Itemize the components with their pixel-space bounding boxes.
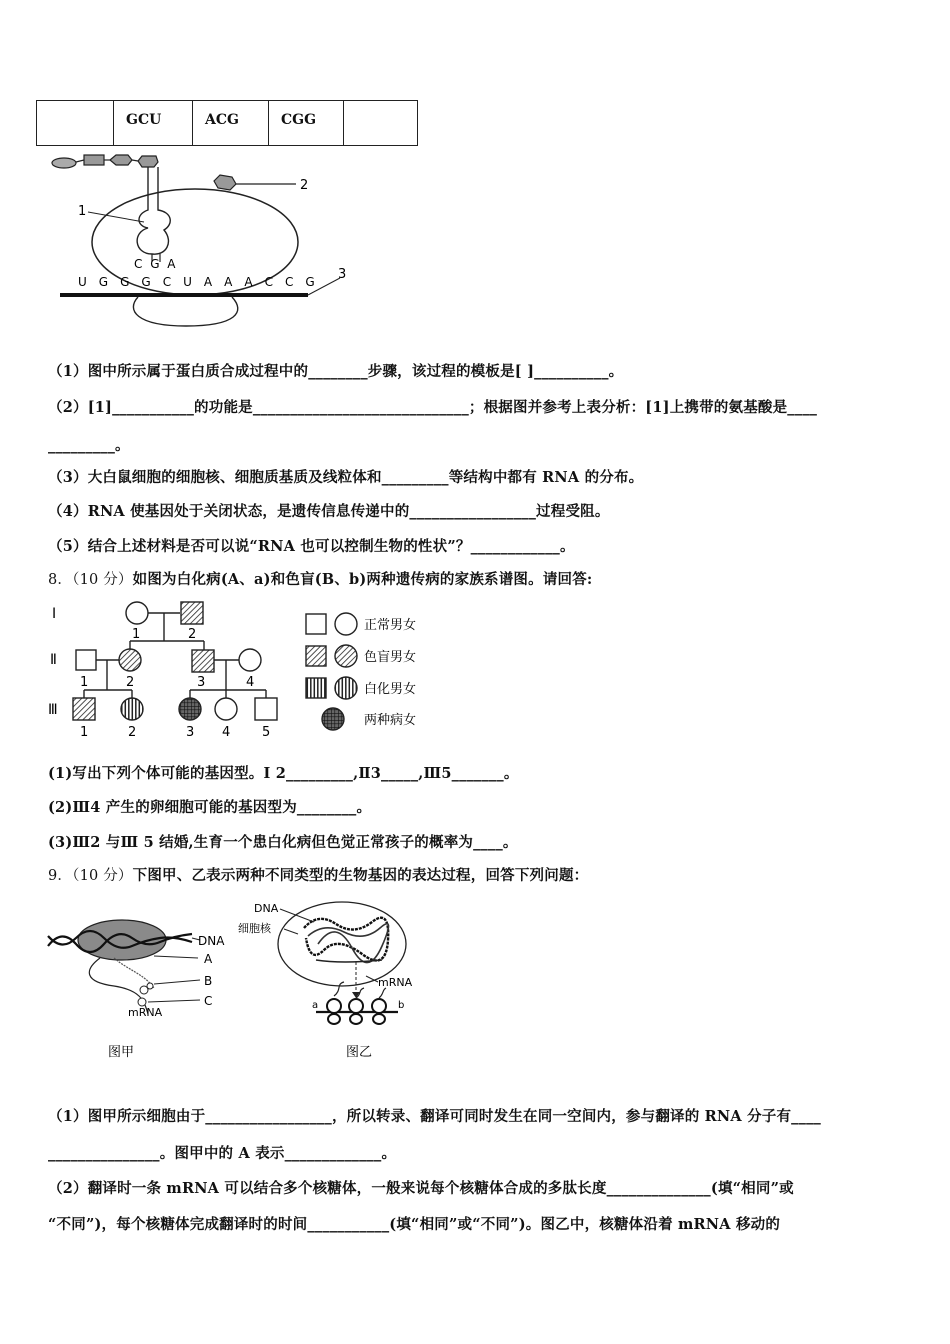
codon-table (36, 100, 418, 146)
label-3: 3 (338, 267, 347, 282)
q9-number: 9．（10 分） (48, 868, 133, 884)
label-2: 2 (300, 178, 309, 193)
fig-jia-dna-label: DNA (198, 934, 225, 948)
fig-yi-dna-label: DNA (254, 902, 279, 915)
legend-label: 白化男女 (364, 682, 417, 697)
legend-male-colorblind (306, 646, 326, 666)
pedigree-male-colorblind (181, 602, 203, 624)
pedigree-number: 4 (222, 725, 231, 740)
pedigree-number: 1 (132, 627, 141, 642)
q8-part2: (2)Ⅲ4 产生的卵细胞可能的基因型为________。 (48, 799, 372, 816)
fig-yi-caption: 图乙 (346, 1045, 373, 1060)
q9-part2b: “不同”)，每个核糖体完成翻译时的时间___________(填“相同”或“不同”)。图乙中，核糖体沿着 mRNA 移动的 (48, 1216, 781, 1233)
translation-diagram (40, 150, 370, 330)
trna-shape (137, 198, 170, 254)
legend-female-albino (335, 677, 357, 699)
pedigree-male-colorblind (73, 698, 95, 720)
table-cell (344, 101, 418, 146)
generation-label: Ⅰ (52, 606, 57, 622)
q7-part2b: _________。 (48, 437, 130, 454)
pedigree-number: 1 (80, 675, 89, 690)
fig-yi-mrna-label: mRNA (378, 976, 413, 989)
amino-acid-shape (138, 156, 158, 167)
legend-label: 正常男女 (364, 618, 417, 633)
table-cell: GCU (114, 101, 193, 146)
figure-jia (44, 908, 244, 1064)
legend-female-colorblind (335, 645, 357, 667)
table-cell: CGG (269, 101, 344, 146)
anticodon-text: C G A (134, 257, 178, 271)
q9-part1a: （1）图甲所示细胞由于_________________，所以转录、翻译可同时发生在同一空间内，参与翻译的 RNA 分子有____ (48, 1108, 821, 1125)
q9-part2a: （2）翻译时一条 mRNA 可以结合多个核糖体，一般来说每个核糖体合成的多肽长度______________(填“相同”或 (48, 1180, 794, 1197)
pedigree-female-normal (215, 698, 237, 720)
free-amino-acid (214, 175, 236, 190)
pedigree-male-normal (76, 650, 96, 670)
pedigree-number: 5 (262, 725, 271, 740)
legend-male-normal (306, 614, 326, 634)
figure-yi (232, 898, 432, 1064)
q7-part4: （4）RNA 使基因处于关闭状态，是遗传信息传递中的_________________过程受阻。 (48, 503, 610, 520)
fig-jia-b-label: B (204, 974, 213, 988)
amino-acid-shape (52, 158, 76, 168)
q9-part1b: _______________。图甲中的 A 表示_____________。 (48, 1145, 397, 1162)
table-row (37, 101, 418, 146)
label-1: 1 (78, 204, 87, 219)
pedigree-female-normal (239, 649, 261, 671)
pedigree-male-normal (255, 698, 277, 720)
pedigree-number: 4 (246, 675, 255, 690)
pedigree-female-colorblind (119, 649, 141, 671)
mrna-sequence: U G G G C U A A A C C G (78, 275, 319, 289)
generation-label: Ⅲ (48, 702, 58, 718)
legend-male-albino (306, 678, 326, 698)
q8-part3: (3)Ⅲ2 与Ⅲ 5 结婚,生育一个患白化病但色觉正常孩子的概率为____。 (48, 834, 518, 851)
q9-stem-text: 下图甲、乙表示两种不同类型的生物基因的表达过程，回答下列问题： (132, 867, 589, 884)
pedigree-number: 1 (80, 725, 89, 740)
pedigree-number: 2 (188, 627, 197, 642)
fig-jia-caption: 图甲 (108, 1045, 135, 1060)
pedigree-number: 2 (128, 725, 137, 740)
legend-female-both-diseases (322, 708, 344, 730)
fig-yi-b-label: b (398, 1000, 405, 1011)
fig-jia-c-label: C (204, 994, 213, 1008)
fig-jia-a-label: A (204, 952, 213, 966)
fig-yi-a-label: a (312, 1000, 319, 1011)
pedigree-chart (44, 594, 444, 744)
q8-number: 8．（10 分） (48, 572, 133, 588)
pedigree-number: 3 (186, 725, 195, 740)
legend-female-normal (335, 613, 357, 635)
amino-acid-shape (84, 155, 104, 165)
q8-part1: (1)写出下列个体可能的基因型。Ⅰ 2_________,Ⅱ3_____,Ⅲ5_______。 (48, 765, 519, 782)
pedigree-number: 2 (126, 675, 135, 690)
legend-label: 两种病女 (364, 713, 417, 728)
q7-part5: （5）结合上述材料是否可以说“RNA 也可以控制生物的性状”？____________。 (48, 538, 575, 555)
fig-yi-nucleus-label: 细胞核 (238, 922, 271, 935)
q7-part2a: （2）[1]___________的功能是_____________________________；根据图并参考上表分析：[1]上携带的氨基酸是____ (48, 399, 818, 416)
pedigree-female-normal (126, 602, 148, 624)
generation-label: Ⅱ (50, 652, 57, 668)
q8-stem-text: 如图为白化病(A、a)和色盲(B、b)两种遗传病的家族系谱图。请回答: (132, 571, 593, 588)
pedigree-female-albino (121, 698, 143, 720)
ribosome-small-subunit (133, 297, 237, 326)
fig-jia-mrna-label: mRNA (128, 1006, 163, 1019)
pedigree-female-both-diseases (179, 698, 201, 720)
pedigree-male-colorblind (192, 650, 214, 672)
pedigree-number: 3 (197, 675, 206, 690)
amino-acid-shape (110, 155, 132, 165)
table-cell: ACG (193, 101, 269, 146)
table-cell (37, 101, 114, 146)
legend-label: 色盲男女 (364, 650, 417, 665)
q7-part3: （3）大白鼠细胞的细胞核、细胞质基质及线粒体和_________等结构中都有 RNA 的分布。 (48, 469, 644, 486)
q8-stem (48, 568, 592, 589)
q7-part1: （1）图中所示属于蛋白质合成过程中的________步骤，该过程的模板是[ ]__________。 (48, 363, 624, 380)
q9-stem (48, 864, 588, 885)
